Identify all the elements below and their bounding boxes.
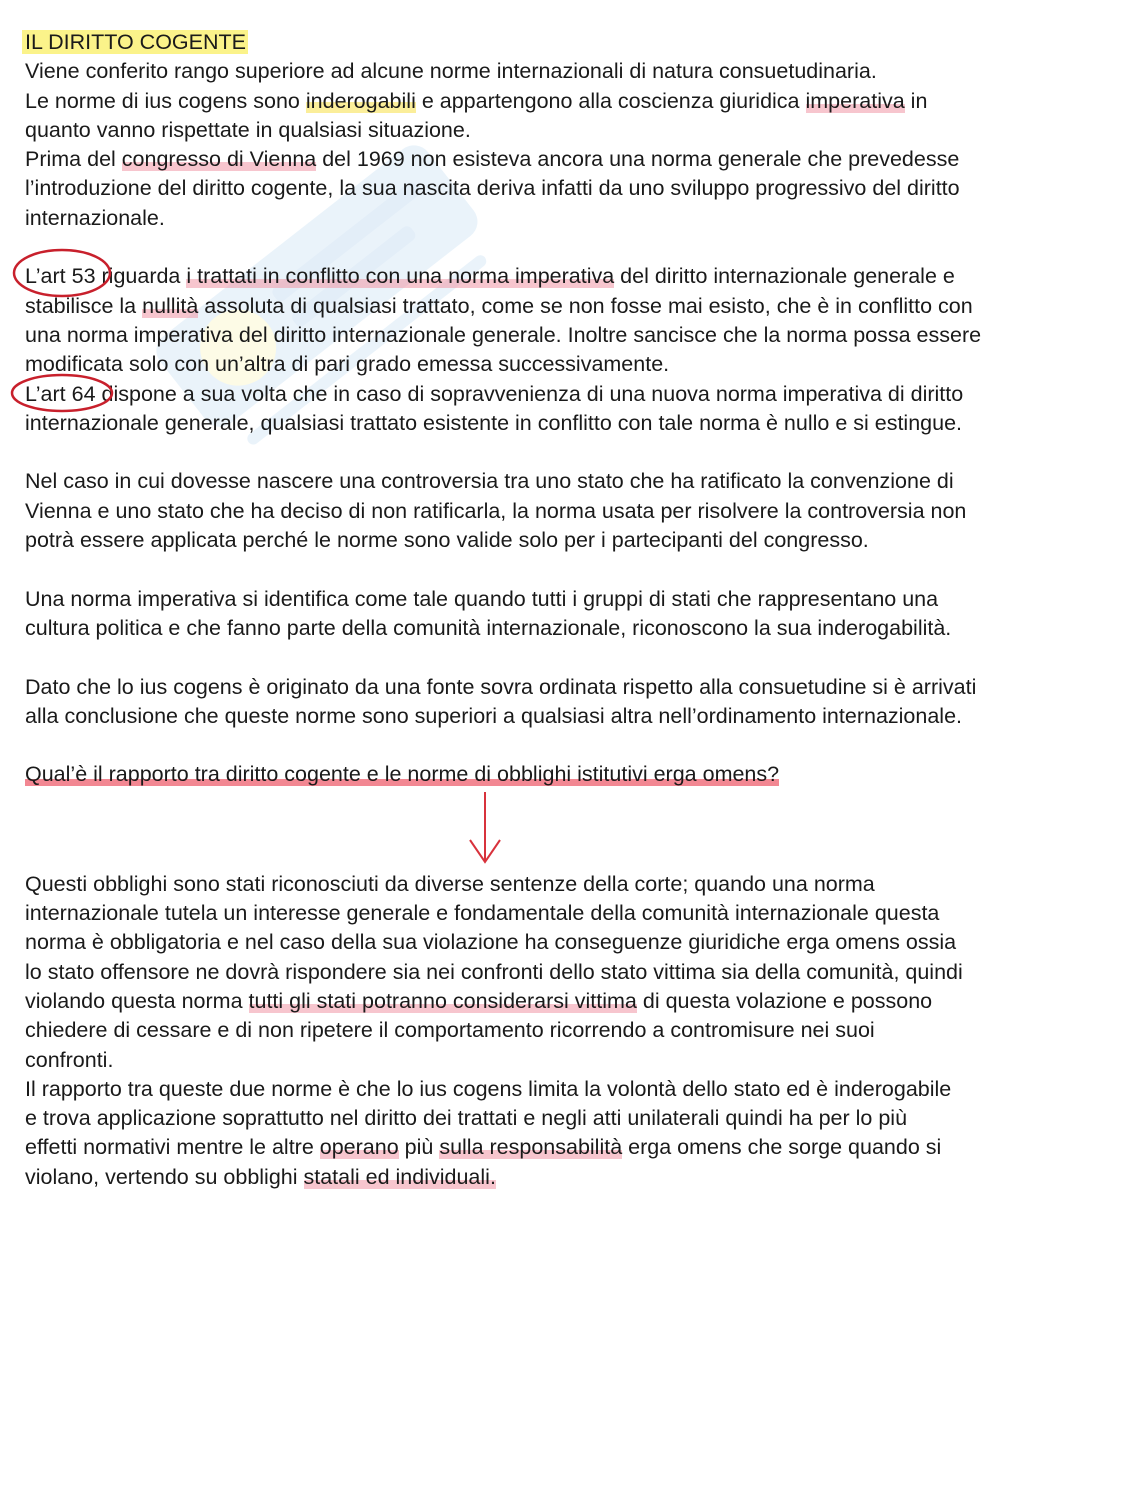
question-text: Qual’è il rapporto tra diritto cogente e le norme di obblighi istitutivi erga omens? <box>25 762 780 787</box>
text-line <box>25 1133 1130 1162</box>
text-span: riguarda <box>95 264 187 289</box>
text-span: Il rapporto tra queste due norme è che lo ius cogens limita la volontà dello stato ed è inderogabile <box>25 1076 952 1101</box>
text-line <box>25 1163 1130 1192</box>
highlighted-text: inderogabili <box>305 88 416 113</box>
text-line <box>25 614 1130 643</box>
text-span: internazionale tutela un interesse generale e fondamentale della comunità internazionale questa <box>25 901 940 926</box>
paragraph-gap <box>25 233 1130 262</box>
text-span: del diritto internazionale generale e <box>614 264 955 289</box>
text-line <box>25 526 1130 555</box>
text-line <box>25 1075 1130 1104</box>
text-span: e appartengono alla coscienza giuridica <box>415 88 806 113</box>
text-span: più <box>398 1135 440 1160</box>
highlighted-text: statali ed individuali. <box>303 1164 496 1189</box>
text-span: Prima del <box>25 147 122 172</box>
highlighted-text: operano <box>319 1135 399 1160</box>
text-span: Dato che lo ius cogens è originato da una fonte sovra ordinata rispetto alla consuetudine si è arrivati <box>25 674 977 699</box>
text-line <box>25 116 1130 145</box>
paragraph-gap <box>25 555 1130 584</box>
text-line <box>25 204 1130 233</box>
text-span: e trova applicazione soprattutto nel diritto dei trattati e negli atti unilaterali quindi ha per lo più <box>25 1106 908 1131</box>
text-span: stabilisce la <box>25 293 143 318</box>
article-ref: L’art 53 <box>25 264 96 289</box>
text-span: violano, vertendo su obblighi <box>25 1164 304 1189</box>
text-span: modificata solo con un’altra di pari grado emessa successivamente. <box>25 352 670 377</box>
text-line <box>25 321 1130 350</box>
text-span: quanto vanno rispettate in qualsiasi situazione. <box>25 117 471 142</box>
text-span: dispone a sua volta che in caso di sopravvenienza di una nuova norma imperativa di diritto <box>95 381 964 406</box>
question-line <box>25 760 1130 789</box>
text-span: Una norma imperativa si identifica come tale quando tutti i gruppi di stati che rappresentano una <box>25 586 939 611</box>
text-span: assoluta di qualsiasi trattato, come se non fosse mai esisto, che è in conflitto con <box>198 293 973 318</box>
highlighted-text: sulla responsabilità <box>439 1135 623 1160</box>
text-span: confronti. <box>25 1047 114 1072</box>
text-span: Nel caso in cui dovesse nascere una controversia tra uno stato che ha ratificato la convenzione di <box>25 469 954 494</box>
text-line <box>25 673 1130 702</box>
text-span: alla conclusione che queste norme sono superiori a qualsiasi altra nell’ordinamento internazionale. <box>25 703 963 728</box>
text-span: effetti normativi mentre le altre <box>25 1135 320 1160</box>
text-span: chiedere di cessare e di non ripetere il comportamento ricorrendo a contromisure nei suoi <box>25 1018 875 1043</box>
text-span: norma è obbligatoria e nel caso della sua violazione ha conseguenze giuridiche erga omens ossia <box>25 930 957 955</box>
document-body <box>25 28 1130 1192</box>
text-span: violando questa norma <box>25 988 249 1013</box>
text-line <box>25 1046 1130 1075</box>
highlighted-text: tutti gli stati potranno considerarsi vittima <box>248 988 637 1013</box>
text-line <box>25 702 1130 731</box>
highlighted-text: i trattati in conflitto con una norma imperativa <box>186 264 615 289</box>
text-span: cultura politica e che fanno parte della comunità internazionale, riconoscono la sua inderogabilità. <box>25 615 952 640</box>
text-span: internazionale. <box>25 205 165 230</box>
text-line <box>25 174 1130 203</box>
text-line <box>25 87 1130 116</box>
text-line <box>25 899 1130 928</box>
text-span: di questa volazione e possono <box>636 988 933 1013</box>
text-line <box>25 1104 1130 1133</box>
text-line <box>25 928 1130 957</box>
text-span: una norma imperativa del diritto internazionale generale. Inoltre sancisce che la norma possa essere <box>25 322 982 347</box>
text-span: lo stato offensore ne dovrà rispondere sia nei confronti dello stato vittima sia della comunità, quindi <box>25 959 963 984</box>
text-line <box>25 467 1130 496</box>
article-ref: L’art 64 <box>25 381 96 406</box>
text-span: Questi obblighi sono stati riconosciuti da diverse sentenze della corte; quando una norma <box>25 871 875 896</box>
text-line <box>25 57 1130 86</box>
text-line <box>25 380 1130 409</box>
text-line <box>25 585 1130 614</box>
page-title <box>25 28 1130 57</box>
highlighted-text: imperativa <box>805 88 905 113</box>
text-line <box>25 409 1130 438</box>
text-line <box>25 958 1130 987</box>
highlighted-text: nullità <box>142 293 199 318</box>
text-line <box>25 1016 1130 1045</box>
text-line <box>25 292 1130 321</box>
text-line <box>25 870 1130 899</box>
paragraph-gap <box>25 731 1130 760</box>
text-span: l’introduzione del diritto cogente, la sua nascita deriva infatti da uno sviluppo progressivo del diritto <box>25 176 960 201</box>
highlighted-text: congresso di Vienna <box>121 147 317 172</box>
text-span: potrà essere applicata perché le norme sono valide solo per i partecipanti del congresso. <box>25 528 869 553</box>
paragraph-gap <box>25 438 1130 467</box>
text-span: del 1969 non esisteva ancora una norma generale che prevedesse <box>316 147 960 172</box>
text-line <box>25 350 1130 379</box>
text-line <box>25 497 1130 526</box>
arrow-gap <box>25 790 1130 870</box>
text-span: in <box>904 88 928 113</box>
paragraph-gap <box>25 643 1130 672</box>
text-span: Le norme di ius cogens sono <box>25 88 306 113</box>
text-line <box>25 987 1130 1016</box>
text-line <box>25 262 1130 291</box>
text-span: erga omens che sorge quando si <box>622 1135 942 1160</box>
text-span: Viene conferito rango superiore ad alcune norme internazionali di natura consuetudinaria. <box>25 59 877 84</box>
text-span: Vienna e uno stato che ha deciso di non ratificarla, la norma usata per risolvere la controversia non <box>25 498 967 523</box>
title-text: IL DIRITTO COGENTE <box>22 30 248 54</box>
text-span: internazionale generale, qualsiasi trattato esistente in conflitto con tale norma è nullo e si estingue. <box>25 410 963 435</box>
text-line <box>25 145 1130 174</box>
